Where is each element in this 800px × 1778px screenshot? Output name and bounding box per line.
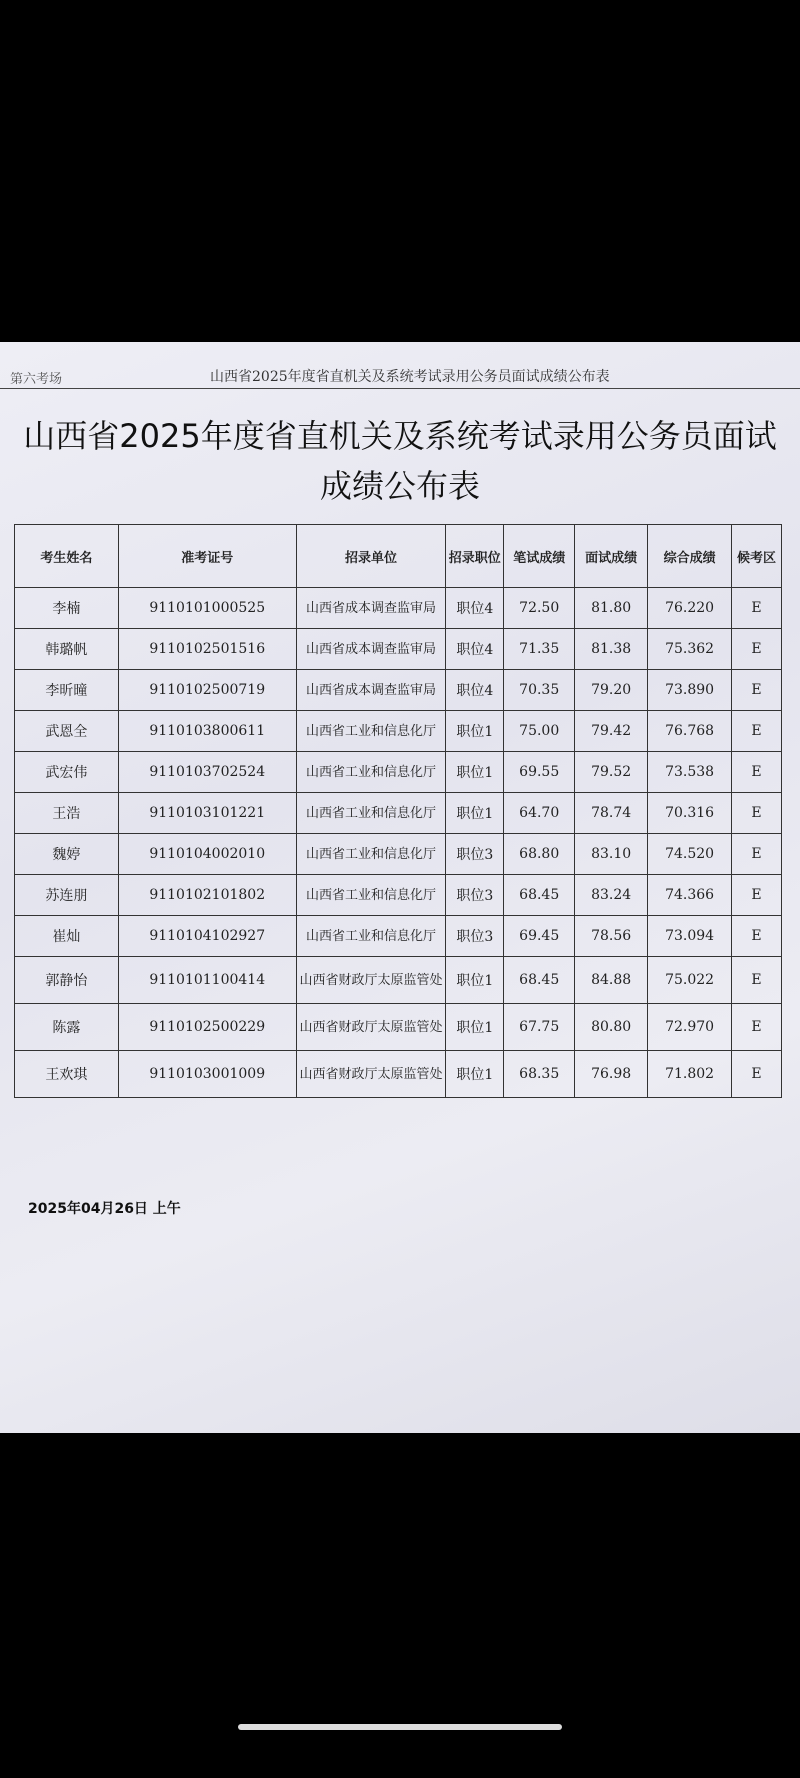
table-cell: E — [732, 957, 782, 1004]
table-cell: 山西省工业和信息化厅 — [296, 793, 446, 834]
table-row — [15, 752, 782, 793]
table-cell: 68.45 — [504, 875, 575, 916]
table-cell: 78.74 — [575, 793, 648, 834]
table-cell: 山西省工业和信息化厅 — [296, 711, 446, 752]
table-cell: E — [732, 1004, 782, 1051]
table-cell: E — [732, 916, 782, 957]
table-row — [15, 588, 782, 629]
table-cell: 84.88 — [575, 957, 648, 1004]
table-row — [15, 1004, 782, 1051]
table-cell: 崔灿 — [15, 916, 119, 957]
table-cell: 陈露 — [15, 1004, 119, 1051]
table-cell: 李楠 — [15, 588, 119, 629]
table-cell: 75.00 — [504, 711, 575, 752]
table-cell: 69.45 — [504, 916, 575, 957]
table-cell: 9110102101802 — [118, 875, 296, 916]
table-cell: 山西省工业和信息化厅 — [296, 875, 446, 916]
table-cell: 9110103702524 — [118, 752, 296, 793]
column-header: 面试成绩 — [575, 525, 648, 588]
table-cell: 64.70 — [504, 793, 575, 834]
table-cell: 职位4 — [446, 670, 504, 711]
table-cell: 72.970 — [648, 1004, 732, 1051]
column-header: 准考证号 — [118, 525, 296, 588]
table-cell: 73.890 — [648, 670, 732, 711]
table-cell: 山西省工业和信息化厅 — [296, 834, 446, 875]
table-cell: 职位1 — [446, 1051, 504, 1098]
table-cell: 72.50 — [504, 588, 575, 629]
table-cell: E — [732, 670, 782, 711]
table-cell: 9110102500719 — [118, 670, 296, 711]
column-header: 笔试成绩 — [504, 525, 575, 588]
table-cell: 职位4 — [446, 629, 504, 670]
table-cell: 75.362 — [648, 629, 732, 670]
table-cell: 71.802 — [648, 1051, 732, 1098]
score-table — [14, 524, 782, 1098]
table-row — [15, 916, 782, 957]
table-row — [15, 875, 782, 916]
table-cell: 83.10 — [575, 834, 648, 875]
table-cell: 武恩全 — [15, 711, 119, 752]
table-cell: 68.35 — [504, 1051, 575, 1098]
table-cell: 74.366 — [648, 875, 732, 916]
table-cell: E — [732, 588, 782, 629]
table-cell: 80.80 — [575, 1004, 648, 1051]
table-cell: 76.768 — [648, 711, 732, 752]
table-cell: 68.45 — [504, 957, 575, 1004]
table-row — [15, 629, 782, 670]
table-cell: E — [732, 875, 782, 916]
table-cell: E — [732, 1051, 782, 1098]
table-cell: 9110104102927 — [118, 916, 296, 957]
table-cell: 职位1 — [446, 793, 504, 834]
table-cell: 75.022 — [648, 957, 732, 1004]
table-cell: 70.316 — [648, 793, 732, 834]
table-cell: 山西省财政厅太原监管处 — [296, 957, 446, 1004]
table-cell: 76.220 — [648, 588, 732, 629]
publish-date: 2025年04月26日 上午 — [28, 1201, 181, 1217]
table-cell: 山西省财政厅太原监管处 — [296, 1004, 446, 1051]
table-cell: 职位1 — [446, 752, 504, 793]
column-header: 招录职位 — [446, 525, 504, 588]
table-cell: 68.80 — [504, 834, 575, 875]
table-cell: 74.520 — [648, 834, 732, 875]
table-cell: 魏婷 — [15, 834, 119, 875]
column-header: 考生姓名 — [15, 525, 119, 588]
table-cell: 79.42 — [575, 711, 648, 752]
table-cell: 9110101000525 — [118, 588, 296, 629]
table-row — [15, 834, 782, 875]
column-header: 候考区 — [732, 525, 782, 588]
document-photo — [0, 342, 800, 1433]
table-cell: 78.56 — [575, 916, 648, 957]
table-cell: 苏连朋 — [15, 875, 119, 916]
table-cell: 职位3 — [446, 875, 504, 916]
table-cell: 9110103800611 — [118, 711, 296, 752]
table-row — [15, 670, 782, 711]
table-cell: 李昕曈 — [15, 670, 119, 711]
page-title-line2: 成绩公布表 — [319, 467, 480, 505]
page-title-line1: 山西省2025年度省直机关及系统考试录用公务员面试 — [23, 417, 777, 455]
table-cell: 67.75 — [504, 1004, 575, 1051]
table-cell: 81.80 — [575, 588, 648, 629]
column-header: 招录单位 — [296, 525, 446, 588]
table-cell: 83.24 — [575, 875, 648, 916]
table-cell: 山西省成本调查监审局 — [296, 588, 446, 629]
table-cell: 81.38 — [575, 629, 648, 670]
table-row — [15, 1051, 782, 1098]
table-header — [15, 525, 782, 588]
table-cell: 山西省成本调查监审局 — [296, 629, 446, 670]
table-cell: 王浩 — [15, 793, 119, 834]
table-cell: E — [732, 711, 782, 752]
table-cell: 王欢琪 — [15, 1051, 119, 1098]
table-cell: 73.538 — [648, 752, 732, 793]
table-cell: 山西省工业和信息化厅 — [296, 916, 446, 957]
table-cell: 韩璐帆 — [15, 629, 119, 670]
table-cell: 79.52 — [575, 752, 648, 793]
table-cell: E — [732, 834, 782, 875]
table-row — [15, 711, 782, 752]
table-cell: 9110103001009 — [118, 1051, 296, 1098]
table-cell: E — [732, 793, 782, 834]
table-cell: 职位3 — [446, 834, 504, 875]
header-divider — [0, 388, 800, 389]
table-cell: 山西省财政厅太原监管处 — [296, 1051, 446, 1098]
table-cell: 职位1 — [446, 957, 504, 1004]
table-cell: 69.55 — [504, 752, 575, 793]
table-cell: 71.35 — [504, 629, 575, 670]
table-cell: E — [732, 629, 782, 670]
table-cell: 职位1 — [446, 711, 504, 752]
table-cell: 9110101100414 — [118, 957, 296, 1004]
table-cell: 9110102501516 — [118, 629, 296, 670]
table-cell: 9110103101221 — [118, 793, 296, 834]
running-title: 山西省2025年度省直机关及系统考试录用公务员面试成绩公布表 — [210, 369, 610, 385]
column-header: 综合成绩 — [648, 525, 732, 588]
table-cell: 70.35 — [504, 670, 575, 711]
table-cell: 山西省成本调查监审局 — [296, 670, 446, 711]
table-cell: 76.98 — [575, 1051, 648, 1098]
table-cell: 79.20 — [575, 670, 648, 711]
table-cell: 73.094 — [648, 916, 732, 957]
home-indicator[interactable] — [238, 1724, 562, 1730]
table-row — [15, 793, 782, 834]
table-cell: 武宏伟 — [15, 752, 119, 793]
table-cell: 郭静怡 — [15, 957, 119, 1004]
table-cell: 9110104002010 — [118, 834, 296, 875]
table-cell: 职位3 — [446, 916, 504, 957]
exam-room-label: 第六考场 — [10, 372, 63, 387]
table-cell: 山西省工业和信息化厅 — [296, 752, 446, 793]
table-cell: 9110102500229 — [118, 1004, 296, 1051]
table-cell: 职位1 — [446, 1004, 504, 1051]
table-cell: 职位4 — [446, 588, 504, 629]
table-cell: E — [732, 752, 782, 793]
table-row — [15, 957, 782, 1004]
